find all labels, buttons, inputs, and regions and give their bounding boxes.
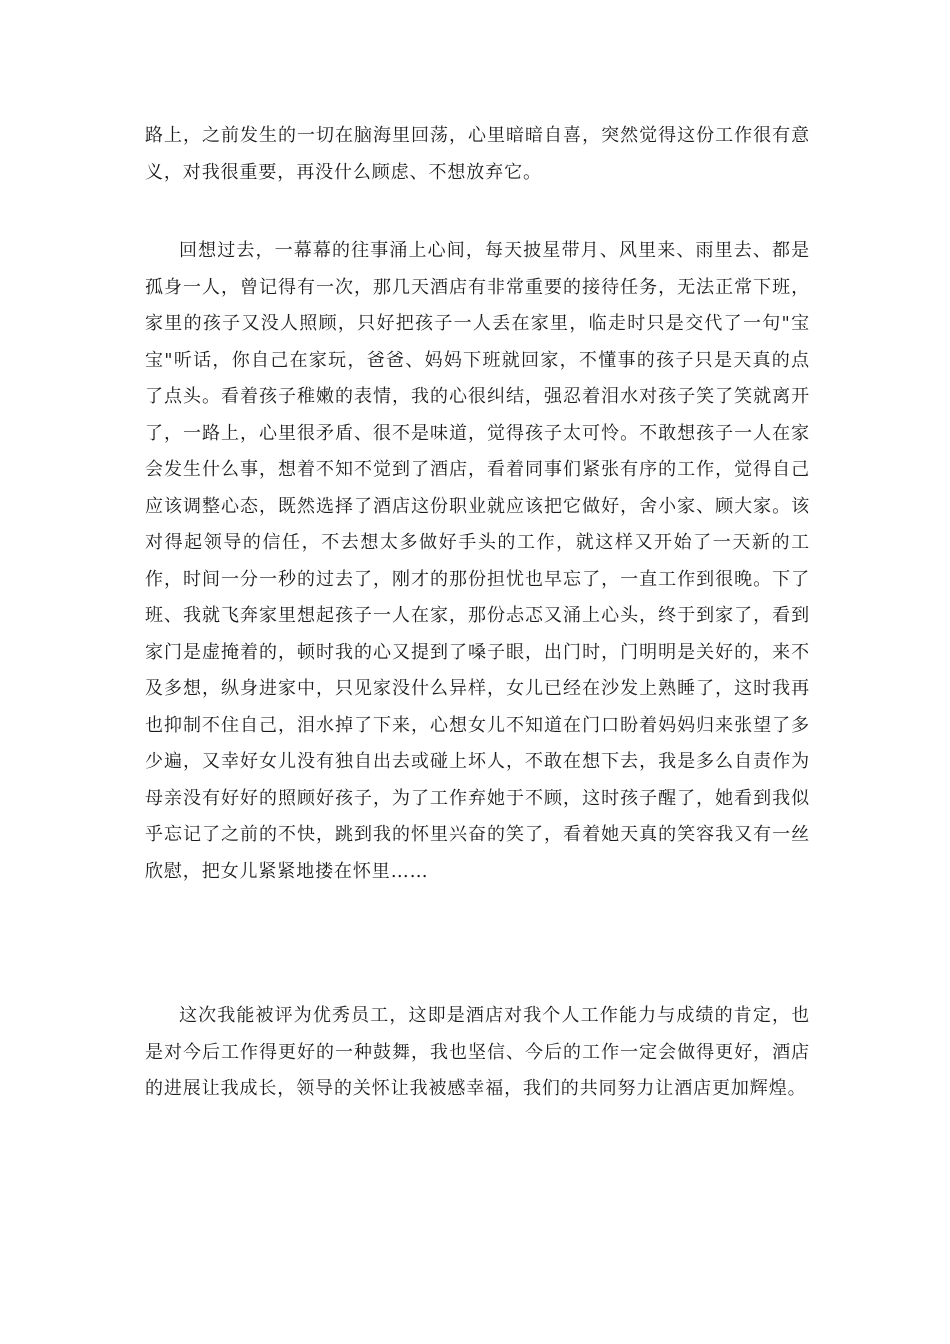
paragraph-continuation: 路上，之前发生的一切在脑海里回荡，心里暗暗自喜，突然觉得这份工作很有意义，对我很重要，再没什么顾虑、不想放弃它。 bbox=[145, 125, 810, 183]
paragraph-conclusion: 这次我能被评为优秀员工，这即是酒店对我个人工作能力与成绩的肯定，也是对今后工作得更好的一种鼓舞，我也坚信、今后的工作一定会做得更好，酒店的进展让我成长，领导的关怀让我被感幸福，我们的共同努力让酒店更加辉煌。 bbox=[145, 1005, 810, 1099]
paragraph-memory: 回想过去，一幕幕的往事涌上心间，每天披星带月、风里来、雨里去、都是孤身一人，曾记得有一次，那几天酒店有非常重要的接待任务，无法正常下班，家里的孩子又没人照顾，只好把孩子一人丢在家里，临走时只是交代了一句"宝宝"听话，你自己在家玩，爸爸、妈妈下班就回家，不懂事的孩子只是天真的点了点头。看着孩子稚嫩的表情，我的心很纠结，强忍着泪水对孩子笑了笑就离开了，一路上，心里很矛盾、很不是味道，觉得孩子太可怜。不敢想孩子一人在家会发生什么事，想着不知不觉到了酒店，看着同事们紧张有序的工作，觉得自己应该调整心态，既然选择了酒店这份职业就应该把它做好，舍小家、顾大家。该对得起领导的信任，不去想太多做好手头的工作，就这样又开始了一天新的工作，时间一分一秒的过去了，刚才的那份担忧也早忘了，一直工作到很晚。下了班、我就飞奔家里想起孩子一人在家，那份忐忑又涌上心头，终于到家了，看到家门是虚掩着的，顿时我的心又提到了嗓子眼，出门时，门明明是关好的，来不及多想，纵身进家中，只见家没什么异样，女儿已经在沙发上熟睡了，这时我再也抑制不住自己，泪水掉了下来，心想女儿不知道在门口盼着妈妈归来张望了多少遍，又幸好女儿没有独自出去或碰上坏人，不敢在想下去，我是多么自责作为母亲没有好好的照顾好孩子，为了工作弃她于不顾，这时孩子醒了，她看到我似乎忘记了之前的不快，跳到我的怀里兴奋的笑了，看着她天真的笑容我又有一丝欣慰，把女儿紧紧地搂在怀里…… bbox=[145, 240, 810, 882]
